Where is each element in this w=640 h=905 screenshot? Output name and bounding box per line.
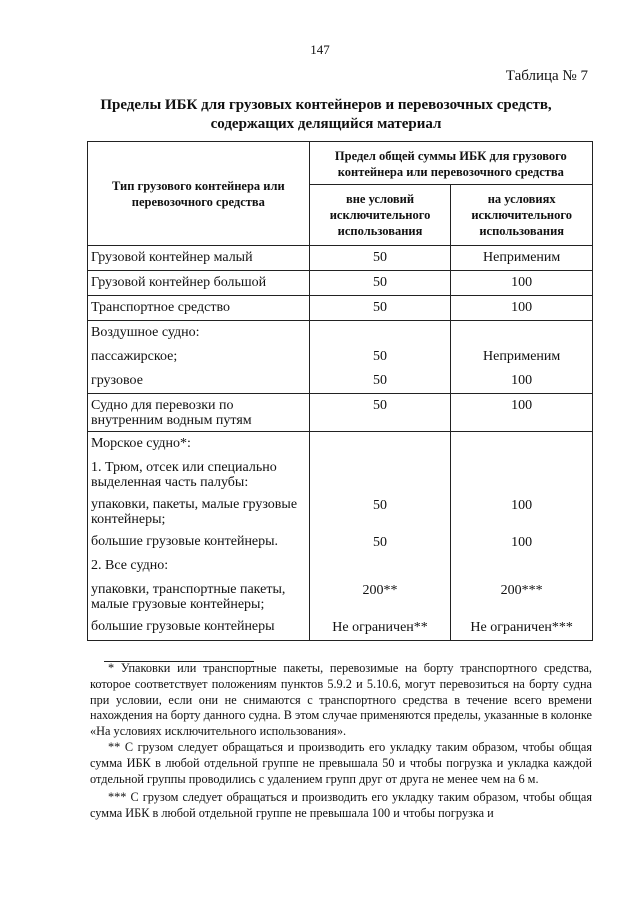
row-type: Транспортное средство [91,300,230,315]
row-type: Грузовой контейнер малый [91,250,253,265]
row-value-a: 50 [373,275,388,290]
inland-b: 100 [511,398,533,413]
table-row-seagoing [88,432,593,641]
seagoing-large-1-b: 100 [511,535,533,550]
header-not-exclusive: вне условий исключительного использования [309,185,451,246]
footnote-2: ** С грузом следует обращаться и производить его укладку таким образом, чтобы общая сумма ИБК в любой отдельной группе не превышала 50 и чтобы погрузка и укладка каждой отдельной группы проводились с удалением групп друг от друга не менее чем на 6 м. [90,739,592,786]
aircraft-passenger-a: 50 [373,349,388,364]
aircraft-heading: Воздушное судно: [91,325,200,340]
table-row-aircraft [88,321,593,394]
header-type: Тип грузового контейнера или перевозочного средства [88,142,310,246]
table-label: Таблица № 7 [505,68,588,84]
seagoing-packets-a: 200** [362,583,398,598]
inland-a: 50 [373,398,388,413]
seagoing-group-1: 1. Трюм, отсек или специально выделенная часть палубы: [91,460,277,490]
seagoing-large-2-a: Не ограничен** [332,620,428,635]
aircraft-passenger: пассажирское; [91,349,178,364]
header-row [88,142,593,185]
seagoing-packets: упаковки, транспортные пакеты, малые грузовые контейнеры; [91,582,286,612]
ibk-limits-table [87,141,593,641]
table-row [88,296,593,321]
header-limit: Предел общей суммы ИБК для грузового контейнера или перевозочного средства [309,142,592,185]
footnote-1: * Упаковки или транспортные пакеты, перевозимые на борту транспортного средства, которое соответствует положениям пунктов 5.9.2 и 5.10.6, могут перевозиться на борту судна при условии, если они не снимаются с транспортного средства в течение всего времени нахождения на борту данного судна. В этом случае применяются пределы, указанные в колонке «На условиях исключительного использования». [90,661,592,739]
title-line-1: Пределы ИБК для грузовых контейнеров и перевозочных средств, [100,97,552,113]
table-row [88,271,593,296]
title-line-2: содержащих делящийся материал [210,116,442,132]
aircraft-cargo: грузовое [91,373,143,388]
seagoing-packages: упаковки, пакеты, малые грузовые контейнеры; [91,497,298,527]
footnotes [90,661,592,822]
inland-type: Судно для перевозки по внутренним водным путям [91,398,252,428]
page-number: 147 [310,42,330,57]
aircraft-cargo-b: 100 [511,373,533,388]
aircraft-cargo-a: 50 [373,373,388,388]
seagoing-large-2-b: Не ограничен*** [470,620,573,635]
seagoing-large-2: большие грузовые контейнеры [91,619,275,634]
seagoing-packages-b: 100 [511,498,533,513]
row-value-a: 50 [373,300,388,315]
table-row-inland [88,394,593,432]
table-row [88,246,593,271]
seagoing-packages-a: 50 [373,498,388,513]
aircraft-passenger-b: Неприменим [483,349,561,364]
row-value-b: 100 [511,275,533,290]
seagoing-large-1-a: 50 [373,535,388,550]
seagoing-heading: Морское судно*: [91,436,191,451]
seagoing-packets-b: 200*** [500,583,543,598]
row-value-a: 50 [373,250,388,265]
header-exclusive: на условиях исключительного использования [451,185,593,246]
document-title [60,96,592,134]
seagoing-large-1: большие грузовые контейнеры. [91,534,279,549]
row-value-b: Неприменим [483,250,561,265]
row-type: Грузовой контейнер большой [91,275,267,290]
row-value-b: 100 [511,300,533,315]
seagoing-group-2: 2. Все судно: [91,558,169,573]
footnote-3: *** С грузом следует обращаться и производить его укладку таким образом, чтобы общая сумма ИБК в любой отдельной группе не превышала 100 и чтобы погрузка и [90,790,592,821]
